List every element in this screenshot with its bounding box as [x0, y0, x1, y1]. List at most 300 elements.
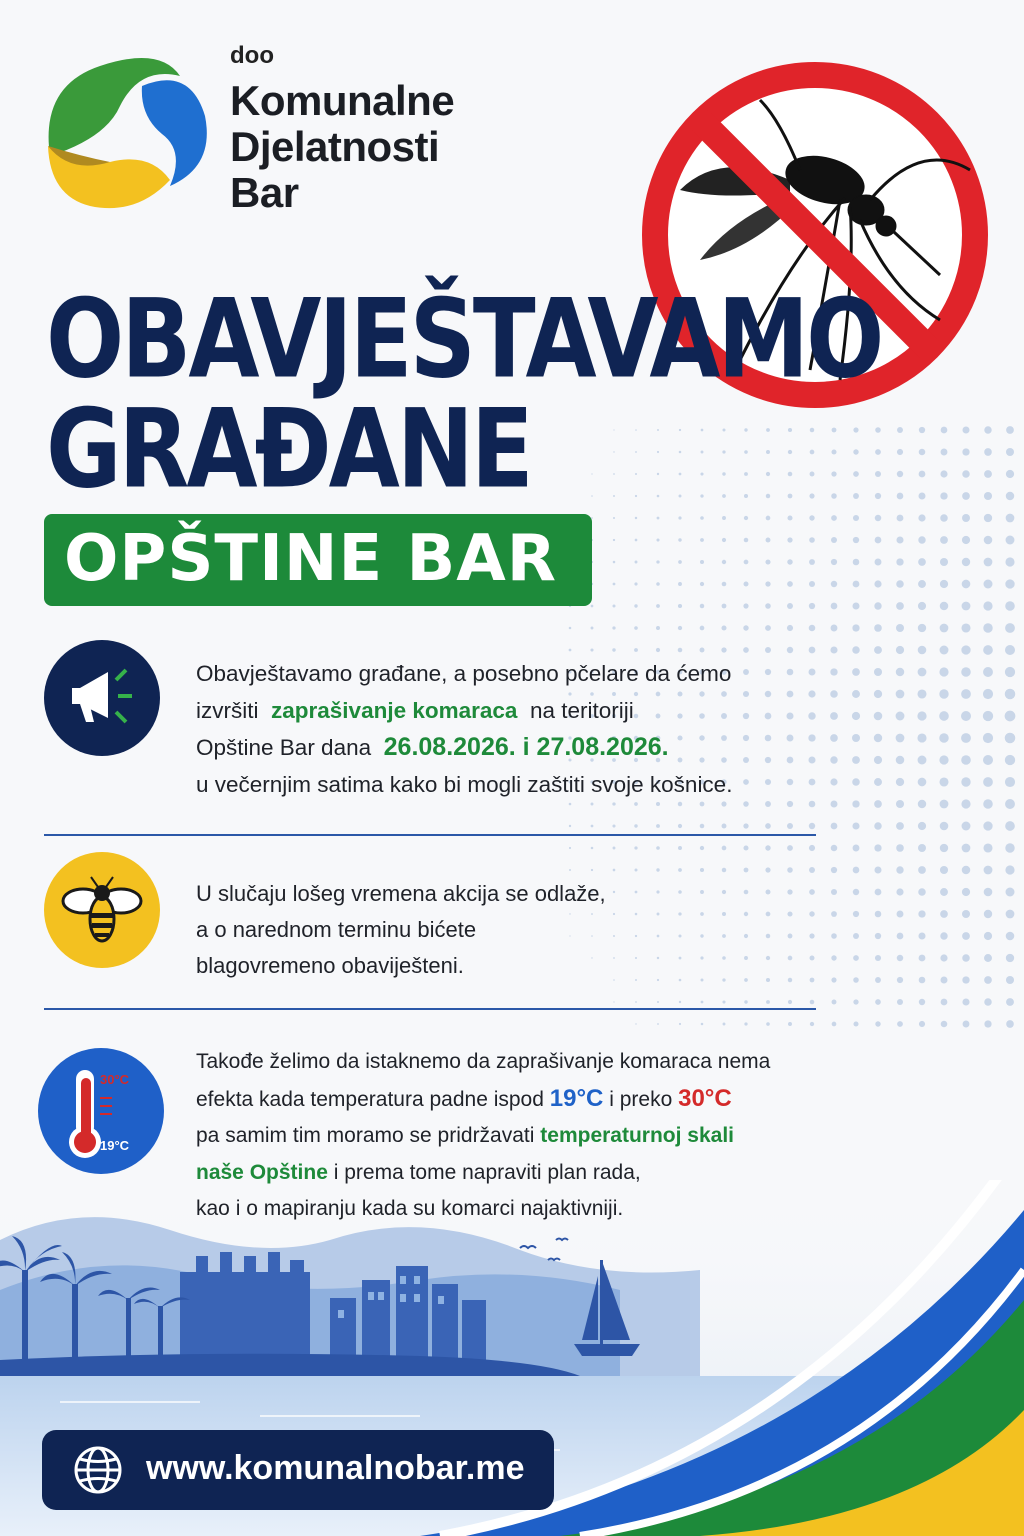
halftone-dot — [613, 935, 615, 937]
halftone-dot — [983, 777, 993, 787]
halftone-dot — [853, 427, 858, 432]
halftone-dot — [765, 647, 771, 653]
halftone-dot — [809, 537, 815, 543]
thermometer-icon — [38, 1048, 164, 1174]
halftone-dot — [1006, 470, 1014, 478]
halftone-dot — [919, 999, 925, 1005]
halftone-dot — [810, 450, 815, 455]
halftone-dot — [832, 1000, 837, 1005]
halftone-dot — [831, 515, 837, 521]
halftone-dot — [634, 582, 637, 585]
halftone-dot — [918, 668, 927, 677]
halftone-dot — [832, 428, 837, 433]
halftone-dot — [831, 867, 837, 873]
halftone-dot — [722, 472, 725, 475]
halftone-dot — [852, 734, 860, 742]
halftone-dot — [743, 603, 748, 608]
halftone-dot — [962, 976, 969, 983]
halftone-dot — [765, 757, 771, 763]
halftone-dot — [831, 977, 836, 982]
komunalne-logo-icon — [40, 46, 210, 216]
halftone-dot — [962, 470, 970, 478]
halftone-dot — [940, 888, 948, 896]
notice-3-line-2c: i preko — [609, 1087, 673, 1111]
halftone-dot — [984, 536, 993, 545]
halftone-dot — [766, 516, 771, 521]
halftone-dot — [1006, 954, 1014, 962]
halftone-dot — [918, 602, 926, 610]
halftone-dot — [831, 889, 837, 895]
halftone-dot — [788, 428, 792, 432]
halftone-dot — [940, 602, 949, 611]
halftone-dot — [897, 515, 904, 522]
halftone-dot — [984, 492, 992, 500]
halftone-dot — [853, 845, 860, 852]
halftone-dot — [788, 450, 792, 454]
halftone-dot — [635, 935, 637, 937]
halftone-dot — [700, 912, 704, 916]
halftone-dot — [896, 690, 905, 699]
halftone-dot — [569, 847, 571, 849]
halftone-dot — [743, 647, 749, 653]
halftone-dot — [832, 1022, 837, 1027]
halftone-dot — [984, 426, 991, 433]
halftone-dot — [984, 954, 992, 962]
halftone-dot — [700, 934, 703, 937]
halftone-dot — [744, 1022, 747, 1025]
halftone-dot — [961, 777, 970, 786]
halftone-dot — [678, 582, 682, 586]
halftone-dot — [983, 645, 993, 655]
halftone-dot — [613, 891, 615, 893]
halftone-dot — [788, 978, 792, 982]
halftone-dot — [984, 514, 992, 522]
halftone-dot — [853, 889, 859, 895]
notice-2-line-2: a o narednom terminu bićete — [196, 917, 477, 942]
halftone-dot — [917, 711, 926, 720]
halftone-dot — [722, 956, 726, 960]
halftone-dot — [722, 934, 726, 938]
halftone-dot — [918, 536, 925, 543]
notice-3-line-4b: i prema tome napraviti plan rada, — [333, 1160, 641, 1184]
halftone-dot — [743, 757, 749, 763]
halftone-dot — [787, 801, 793, 807]
halftone-dot — [1006, 932, 1015, 941]
halftone-dot — [918, 844, 926, 852]
halftone-dot — [961, 711, 971, 721]
halftone-dot — [786, 712, 793, 719]
halftone-dot — [591, 473, 592, 474]
halftone-dot — [1005, 689, 1016, 700]
halftone-dot — [962, 448, 969, 455]
halftone-dot — [744, 560, 749, 565]
halftone-dot — [853, 867, 860, 874]
halftone-dot — [744, 472, 748, 476]
halftone-dot — [809, 779, 816, 786]
halftone-dot — [939, 755, 948, 764]
halftone-dot — [634, 868, 637, 871]
halftone-dot — [1005, 557, 1014, 566]
halftone-dot — [874, 866, 881, 873]
halftone-dot — [963, 1021, 970, 1028]
halftone-dot — [613, 979, 615, 981]
notice-3-line-1: Takođe želimo da istaknemo da zaprašivanje komaraca nema — [196, 1050, 771, 1073]
halftone-dot — [787, 537, 792, 542]
halftone-dot — [918, 756, 927, 765]
notice-1-line-1: Obavještavamo građane, a posebno pčelare da ćemo — [196, 661, 732, 686]
halftone-dot — [1005, 623, 1015, 633]
halftone-dot — [765, 823, 771, 829]
halftone-dot — [896, 558, 903, 565]
halftone-dot — [809, 867, 815, 873]
halftone-dot — [679, 1023, 681, 1025]
halftone-dot — [701, 451, 704, 454]
halftone-dot — [875, 933, 881, 939]
halftone-dot — [939, 711, 949, 721]
halftone-dot — [962, 558, 970, 566]
halftone-dot — [679, 473, 682, 476]
halftone-dot — [831, 625, 838, 632]
notice-3-temp-high: 30°C — [678, 1084, 732, 1112]
halftone-dot — [679, 979, 682, 982]
halftone-dot — [788, 956, 793, 961]
halftone-dot — [919, 471, 926, 478]
halftone-dot — [612, 648, 615, 651]
halftone-dot — [940, 822, 949, 831]
halftone-dot — [656, 560, 659, 563]
halftone-dot — [613, 847, 616, 850]
halftone-dot — [765, 691, 771, 697]
halftone-dot — [590, 648, 593, 651]
halftone-dot — [940, 844, 948, 852]
halftone-dot — [918, 800, 926, 808]
halftone-dot — [852, 756, 860, 764]
halftone-dot — [765, 735, 772, 742]
halftone-dot — [787, 515, 792, 520]
halftone-dot — [896, 646, 904, 654]
halftone-dot — [984, 470, 992, 478]
halftone-dot — [678, 604, 682, 608]
halftone-dot — [875, 1021, 880, 1026]
halftone-dot — [787, 823, 793, 829]
halftone-dot — [657, 473, 659, 475]
halftone-dot — [744, 450, 748, 454]
halftone-dot — [962, 822, 971, 831]
halftone-dot — [613, 957, 615, 959]
halftone-dot — [940, 558, 948, 566]
halftone-dot — [962, 932, 970, 940]
halftone-dot — [831, 537, 837, 543]
halftone-dot — [983, 601, 992, 610]
halftone-dot — [634, 846, 637, 849]
halftone-dot — [613, 561, 616, 564]
halftone-dot — [853, 955, 859, 961]
halftone-dot — [722, 494, 726, 498]
halftone-dot — [788, 494, 793, 499]
halftone-dot — [635, 1001, 637, 1003]
halftone-dot — [700, 846, 704, 850]
halftone-dot — [830, 734, 838, 742]
halftone-dot — [766, 494, 770, 498]
halftone-dot — [787, 581, 793, 587]
halftone-dot — [983, 667, 993, 677]
halftone-dot — [874, 756, 882, 764]
halftone-dot — [635, 495, 637, 497]
halftone-dot — [722, 560, 726, 564]
halftone-dot — [896, 536, 903, 543]
halftone-dot — [743, 779, 749, 785]
halftone-dot — [787, 845, 793, 851]
halftone-dot — [1005, 755, 1015, 765]
halftone-dot — [853, 449, 858, 454]
halftone-dot — [940, 580, 948, 588]
halftone-dot — [721, 647, 726, 652]
halftone-dot — [787, 559, 792, 564]
halftone-dot — [896, 800, 904, 808]
halftone-dot — [984, 448, 992, 456]
halftone-dot — [809, 559, 815, 565]
halftone-dot — [1005, 733, 1016, 744]
halftone-dot — [700, 472, 703, 475]
halftone-dot — [896, 866, 903, 873]
halftone-dot — [809, 669, 816, 676]
halftone-dot — [700, 582, 704, 586]
halftone-dot — [853, 911, 859, 917]
halftone-dot — [744, 428, 747, 431]
halftone-dot — [831, 911, 837, 917]
halftone-dot — [961, 755, 971, 765]
halftone-dot — [788, 1000, 792, 1004]
halftone-dot — [984, 888, 993, 897]
halftone-dot — [940, 492, 947, 499]
halftone-dot — [896, 668, 904, 676]
halftone-dot — [744, 516, 748, 520]
halftone-dot — [940, 910, 948, 918]
halftone-dot — [853, 493, 859, 499]
halftone-dot — [657, 935, 660, 938]
halftone-dot — [1005, 645, 1015, 655]
halftone-dot — [1005, 601, 1015, 611]
halftone-dot — [700, 626, 705, 631]
notice-paragraph-3 — [196, 1044, 770, 1228]
halftone-dot — [896, 844, 904, 852]
halftone-dot — [918, 514, 925, 521]
halftone-dot — [723, 1023, 726, 1026]
halftone-dot — [961, 733, 971, 743]
halftone-dot — [962, 888, 970, 896]
halftone-dot — [897, 449, 903, 455]
halftone-dot — [897, 955, 903, 961]
halftone-dot — [634, 648, 638, 652]
halftone-dot — [962, 492, 970, 500]
company-name-line1: Komunalne — [230, 77, 455, 124]
halftone-dot — [787, 889, 792, 894]
halftone-dot — [656, 846, 660, 850]
halftone-dot — [896, 624, 904, 632]
halftone-dot — [744, 890, 749, 895]
halftone-dot — [569, 649, 572, 652]
halftone-dot — [919, 1021, 925, 1027]
halftone-dot — [656, 582, 660, 586]
halftone-dot — [722, 428, 725, 431]
halftone-dot — [701, 429, 704, 432]
halftone-dot — [744, 538, 749, 543]
notice-3-line-5: kao i o mapiranju kada su komarci najaktivniji. — [196, 1197, 624, 1220]
halftone-dot — [591, 495, 593, 497]
halftone-dot — [896, 822, 904, 830]
halftone-dot — [809, 801, 816, 808]
halftone-dot — [809, 823, 815, 829]
halftone-dot — [765, 581, 770, 586]
headline-line2: GRAĐANE — [46, 386, 531, 513]
halftone-dot — [722, 538, 726, 542]
halftone-dot — [744, 1000, 747, 1003]
notice-paragraph-2 — [196, 876, 606, 984]
halftone-dot — [875, 449, 881, 455]
halftone-dot — [853, 933, 859, 939]
halftone-dot — [766, 450, 770, 454]
halftone-dot — [722, 604, 727, 609]
halftone-dot — [941, 1021, 948, 1028]
halftone-dot — [984, 910, 992, 918]
halftone-dot — [721, 625, 726, 630]
halftone-dot — [678, 890, 682, 894]
halftone-dot — [962, 910, 970, 918]
halftone-dot — [918, 580, 926, 588]
halftone-dot — [941, 449, 948, 456]
halftone-dot — [831, 559, 837, 565]
halftone-dot — [743, 713, 749, 719]
halftone-dot — [984, 998, 992, 1006]
halftone-dot — [1005, 821, 1015, 831]
halftone-dot — [875, 911, 882, 918]
halftone-dot — [875, 999, 881, 1005]
website-url[interactable]: www.komunalnobar.me — [146, 1449, 525, 1487]
halftone-dot — [940, 932, 947, 939]
halftone-dot — [962, 514, 970, 522]
halftone-dot — [591, 627, 594, 630]
halftone-dot — [765, 559, 770, 564]
halftone-dot — [875, 977, 881, 983]
halftone-dot — [678, 846, 682, 850]
notice-3-temp-low: 19°C — [549, 1084, 604, 1112]
halftone-dot — [635, 539, 638, 542]
halftone-dot — [874, 668, 882, 676]
halftone-dot — [918, 624, 926, 632]
halftone-dot — [766, 1000, 770, 1004]
halftone-dot — [678, 560, 682, 564]
halftone-dot — [787, 691, 794, 698]
halftone-dot — [765, 625, 771, 631]
halftone-dot — [656, 890, 659, 893]
notice-1-line-2a: izvršiti — [196, 697, 259, 723]
halftone-dot — [852, 624, 859, 631]
halftone-dot — [787, 911, 792, 916]
halftone-dot — [1006, 910, 1015, 919]
halftone-dot — [766, 538, 771, 543]
halftone-dot — [962, 426, 969, 433]
halftone-dot — [984, 976, 992, 984]
halftone-dot — [766, 890, 771, 895]
halftone-dot — [743, 625, 748, 630]
halftone-dot — [875, 559, 882, 566]
halftone-dot — [852, 778, 860, 786]
halftone-dot — [787, 779, 793, 785]
halftone-dot — [765, 867, 770, 872]
halftone-dot — [679, 451, 682, 454]
halftone-dot — [917, 689, 926, 698]
halftone-dot — [919, 977, 926, 984]
halftone-dot — [810, 428, 815, 433]
halftone-dot — [1005, 799, 1015, 809]
halftone-dot — [678, 868, 682, 872]
halftone-dot — [831, 845, 838, 852]
halftone-dot — [831, 823, 838, 830]
halftone-dot — [852, 800, 859, 807]
halftone-dot — [853, 581, 860, 588]
halftone-dot — [919, 427, 925, 433]
halftone-dot — [983, 623, 992, 632]
halftone-dot — [962, 536, 970, 544]
halftone-dot — [940, 646, 949, 655]
halftone-dot — [830, 668, 837, 675]
halftone-dot — [613, 1001, 614, 1002]
halftone-dot — [613, 473, 615, 475]
halftone-dot — [1005, 843, 1014, 852]
halftone-dot — [613, 517, 615, 519]
halftone-dot — [853, 977, 859, 983]
halftone-dot — [875, 493, 881, 499]
halftone-dot — [765, 801, 771, 807]
halftone-dot — [852, 646, 860, 654]
halftone-dot — [700, 868, 704, 872]
halftone-dot — [896, 602, 904, 610]
halftone-dot — [766, 912, 771, 917]
halftone-dot — [765, 669, 771, 675]
halftone-dot — [722, 582, 727, 587]
halftone-dot — [941, 977, 948, 984]
halftone-dot — [678, 516, 681, 519]
halftone-dot — [983, 821, 992, 830]
halftone-dot — [1005, 579, 1014, 588]
halftone-dot — [613, 539, 615, 541]
halftone-dot — [743, 735, 749, 741]
halftone-dot — [722, 846, 727, 851]
halftone-dot — [919, 955, 926, 962]
halftone-dot — [743, 823, 748, 828]
halftone-dot — [874, 844, 881, 851]
notice-3-highlight-municipality: naše Opštine — [196, 1160, 328, 1184]
halftone-dot — [809, 515, 814, 520]
halftone-dot — [657, 1023, 659, 1025]
halftone-dot — [788, 472, 793, 477]
halftone-dot — [635, 517, 637, 519]
halftone-dot — [831, 933, 837, 939]
halftone-dot — [744, 868, 749, 873]
halftone-dot — [744, 912, 748, 916]
halftone-dot — [853, 1021, 858, 1026]
halftone-dot — [918, 822, 926, 830]
halftone-dot — [940, 536, 948, 544]
halftone-dot — [765, 713, 772, 720]
halftone-dot — [809, 493, 814, 498]
halftone-dot — [918, 932, 925, 939]
halftone-dot — [722, 450, 725, 453]
halftone-dot — [569, 869, 571, 871]
halftone-dot — [831, 471, 836, 476]
halftone-dot — [983, 711, 993, 721]
halftone-dot — [787, 735, 794, 742]
